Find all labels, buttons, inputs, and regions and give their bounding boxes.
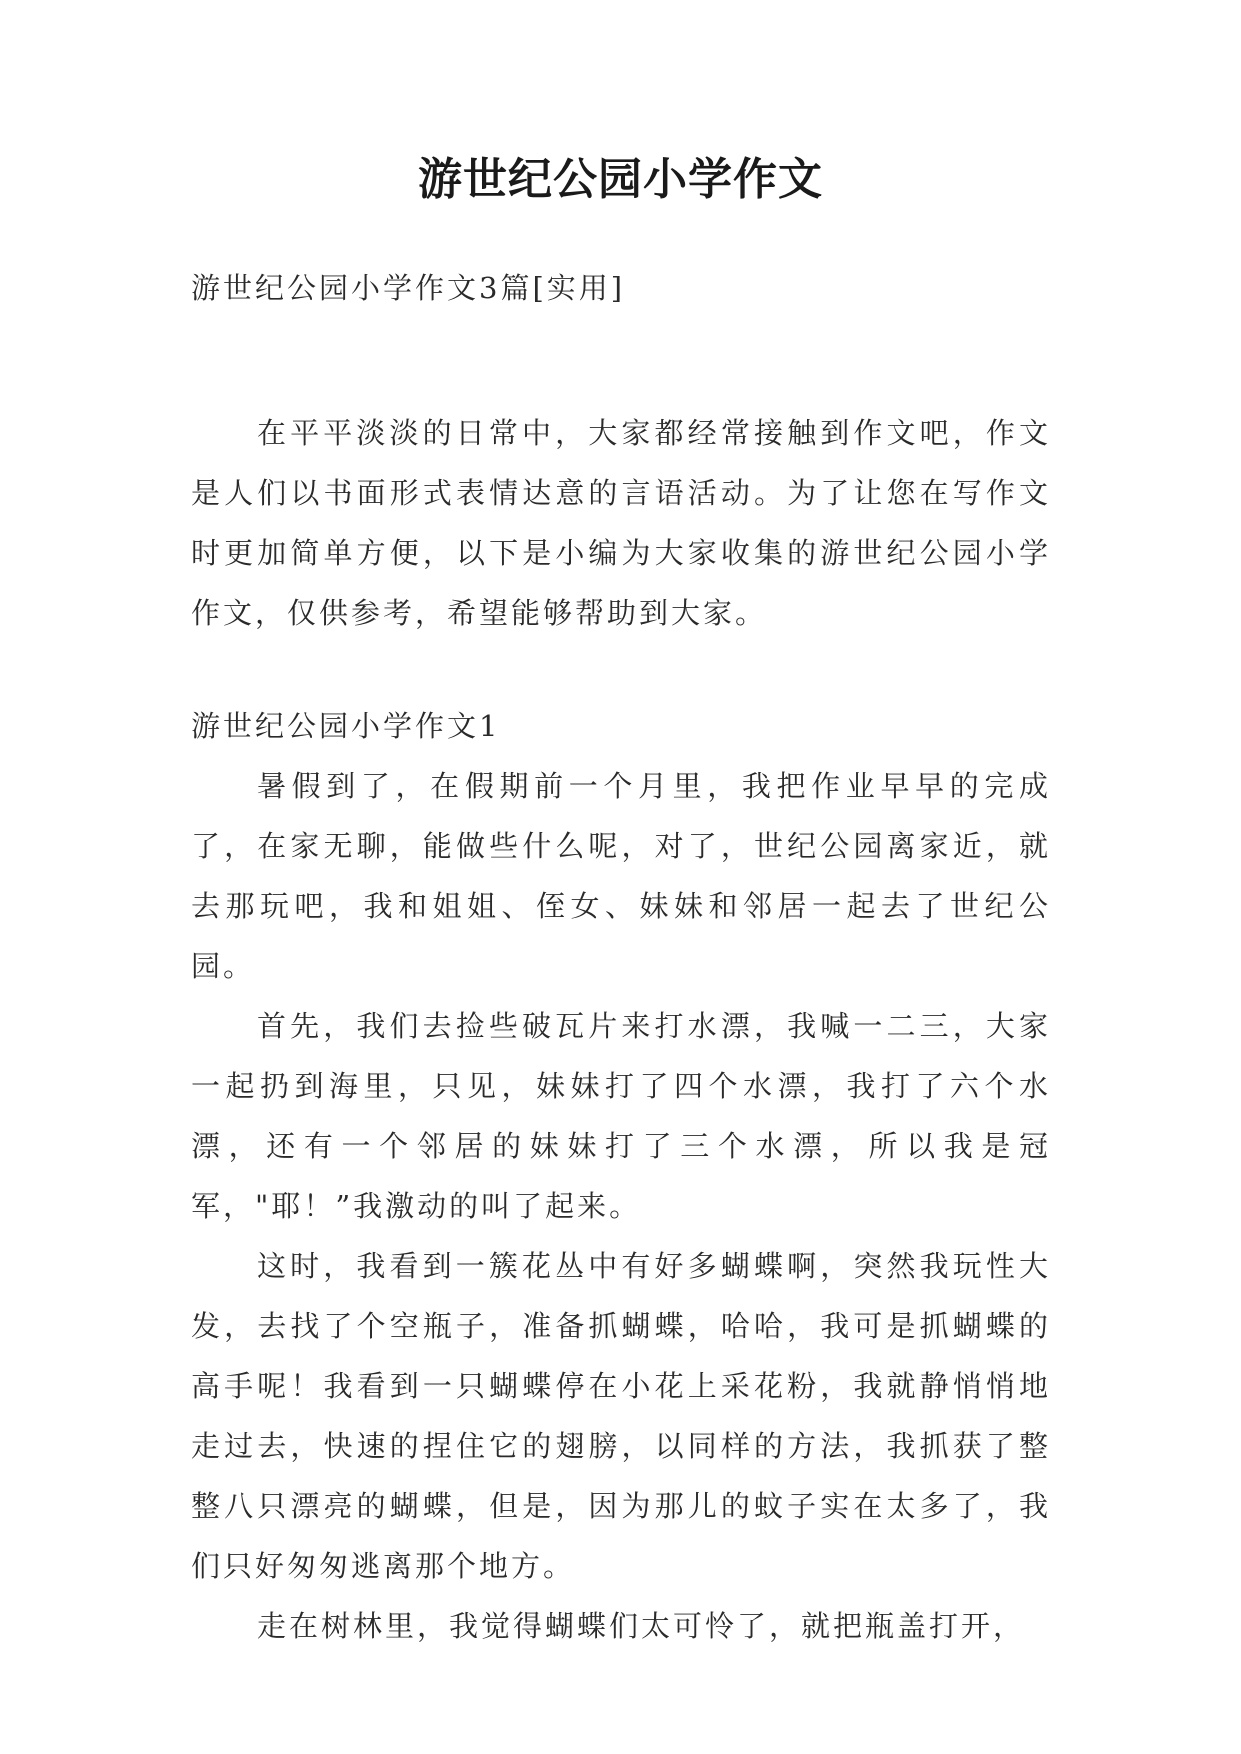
document-subtitle: 游世纪公园小学作文3篇[实用] bbox=[191, 271, 626, 305]
essay-body bbox=[191, 756, 1051, 1656]
document-title: 游世纪公园小学作文 bbox=[418, 154, 823, 205]
essay-paragraph: 这时，我看到一簇花丛中有好多蝴蝶啊，突然我玩性大发，去找了个空瓶子，准备抓蝴蝶，哈哈，我可是抓蝴蝶的高手呢！我看到一只蝴蝶停在小花上采花粉，我就静悄悄地走过去，快速的捏住它的翅膀，以同样的方法，我抓获了整整八只漂亮的蝴蝶，但是，因为那儿的蚊子实在太多了，我们只好匆匆逃离那个地方。 bbox=[191, 1249, 1051, 1583]
section-heading: 游世纪公园小学作文1 bbox=[191, 709, 501, 743]
essay-paragraph: 走在树林里，我觉得蝴蝶们太可怜了，就把瓶盖打开， bbox=[257, 1609, 1026, 1643]
essay-paragraph: 首先，我们去捡些破瓦片来打水漂，我喊一二三，大家一起扔到海里，只见，妹妹打了四个水漂，我打了六个水漂，还有一个邻居的妹妹打了三个水漂，所以我是冠军，"耶！”我激动的叫了起来。 bbox=[191, 1009, 1051, 1223]
intro-paragraph: 在平平淡淡的日常中，大家都经常接触到作文吧，作文是人们以书面形式表情达意的言语活动。为了让您在写作文时更加简单方便，以下是小编为大家收集的游世纪公园小学作文，仅供参考，希望能够帮助到大家。 bbox=[191, 416, 1051, 630]
essay-paragraph: 暑假到了，在假期前一个月里，我把作业早早的完成了，在家无聊，能做些什么呢，对了，世纪公园离家近，就去那玩吧，我和姐姐、侄女、妹妹和邻居一起去了世纪公园。 bbox=[191, 769, 1051, 983]
